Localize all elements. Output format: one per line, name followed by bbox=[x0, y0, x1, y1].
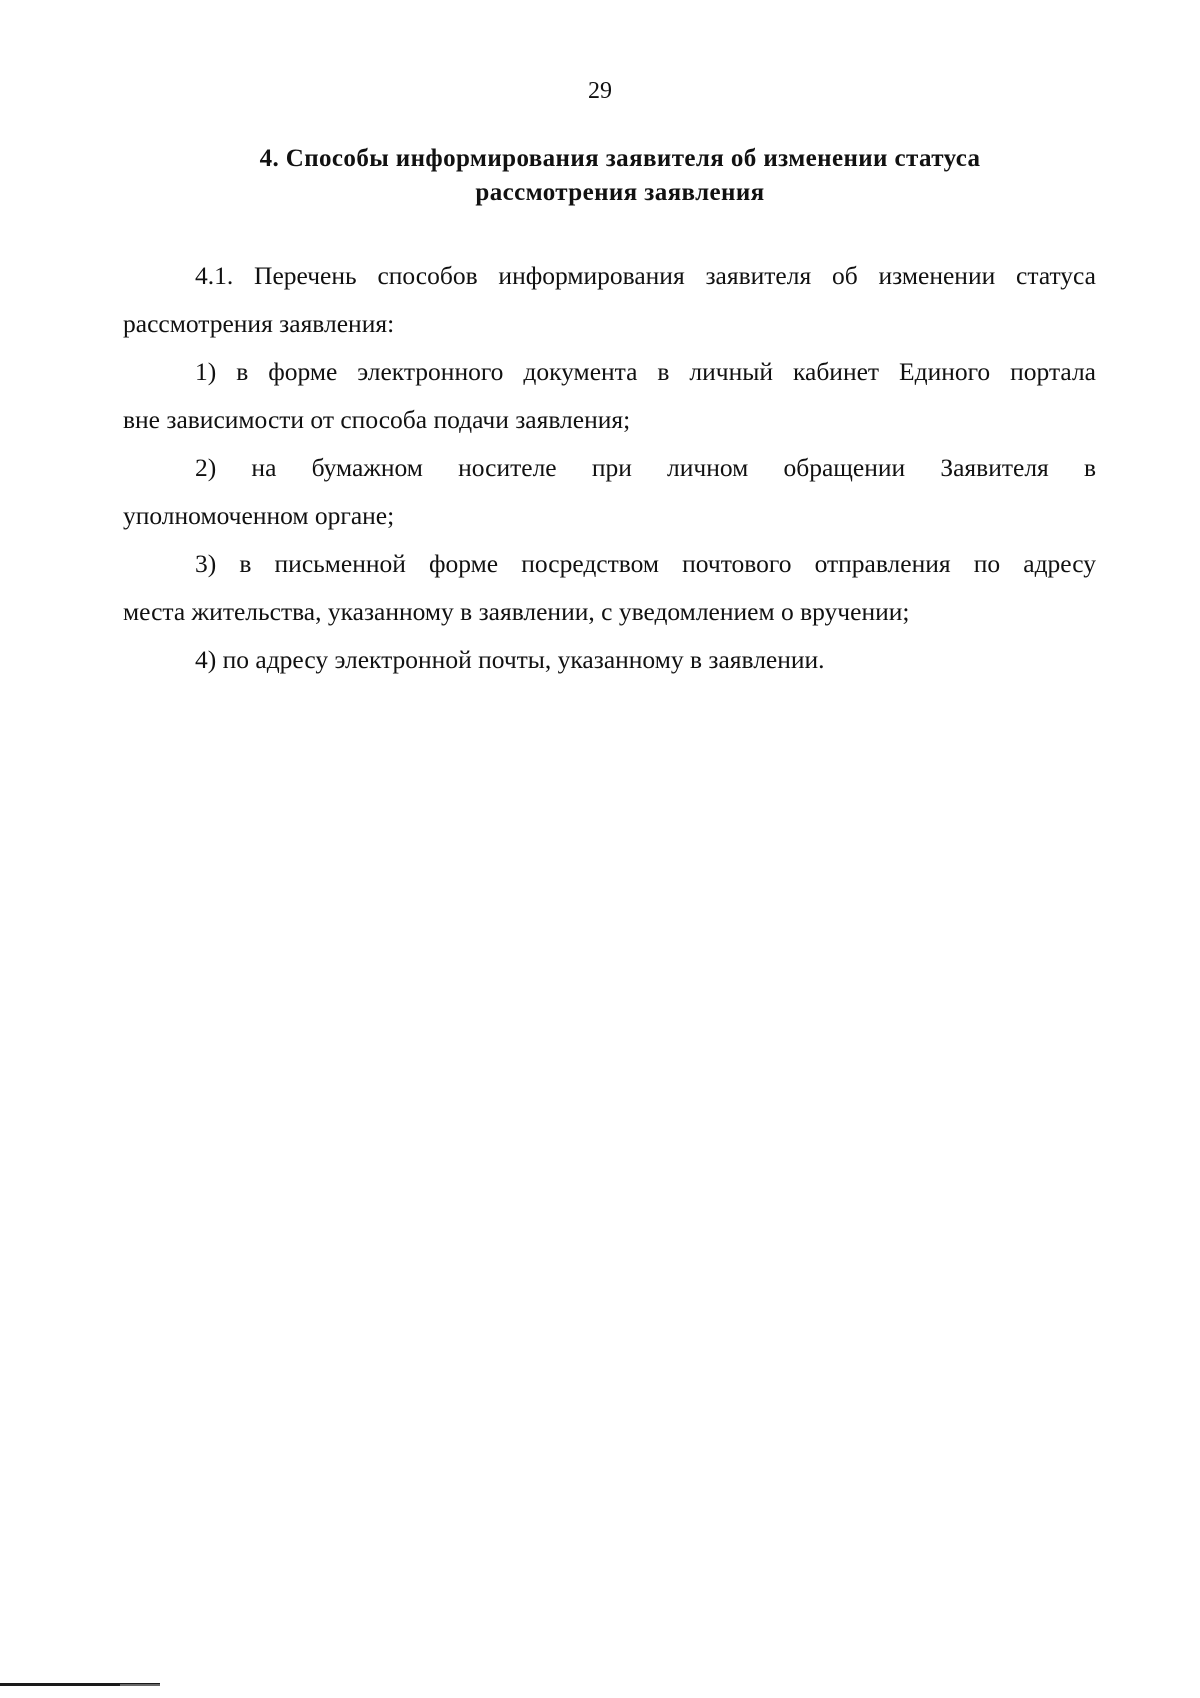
paragraph-line: рассмотрения заявления: bbox=[123, 309, 395, 338]
section-heading bbox=[150, 142, 1090, 210]
scan-edge-line-tail bbox=[120, 1684, 160, 1686]
paragraph-line: места жительства, указанному в заявлении, с уведомлением о вручении; bbox=[123, 597, 910, 626]
list-item-2 bbox=[123, 444, 1096, 540]
paragraph-line: 4.1. Перечень способов информирования заявителя об изменении статуса bbox=[195, 261, 1096, 290]
paragraph-line: 1) в форме электронного документа в личный кабинет Единого портала bbox=[195, 357, 1096, 386]
document-body bbox=[123, 252, 1096, 684]
list-item-4 bbox=[123, 636, 1096, 684]
page-number: 29 bbox=[588, 78, 612, 104]
paragraph-line: 2) на бумажном носителе при личном обращении Заявителя в bbox=[195, 453, 1096, 482]
section-heading-line-2: рассмотрения заявления bbox=[475, 179, 765, 206]
paragraph-line: 3) в письменной форме посредством почтового отправления по адресу bbox=[195, 549, 1096, 578]
paragraph-4-1 bbox=[123, 252, 1096, 348]
paragraph-line: уполномоченном органе; bbox=[123, 501, 395, 530]
paragraph-line: вне зависимости от способа подачи заявления; bbox=[123, 405, 631, 434]
section-heading-line-1: 4. Способы информирования заявителя об изменении статуса bbox=[259, 145, 981, 172]
paragraph-line: 4) по адресу электронной почты, указанному в заявлении. bbox=[195, 645, 825, 674]
list-item-3 bbox=[123, 540, 1096, 636]
list-item-1 bbox=[123, 348, 1096, 444]
